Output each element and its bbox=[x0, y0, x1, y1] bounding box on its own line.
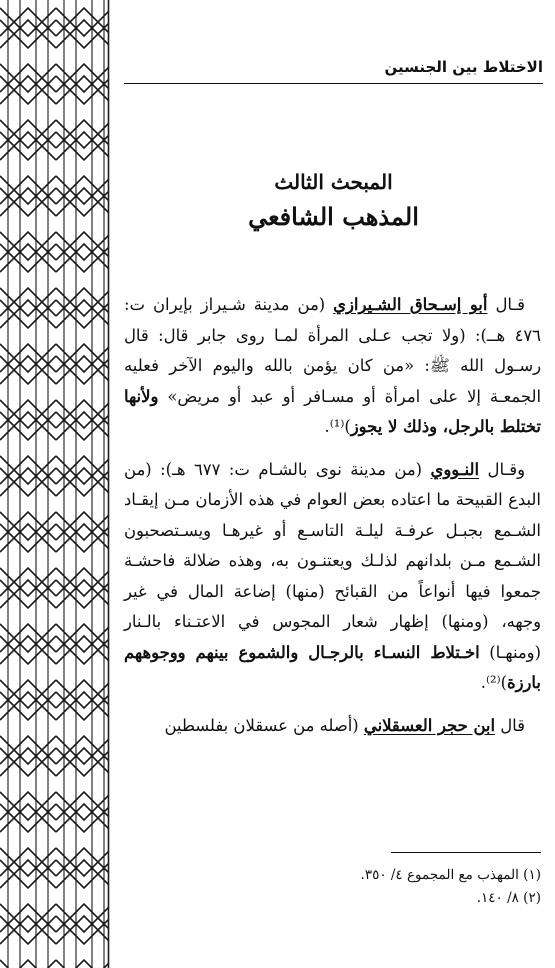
text-run: قـال bbox=[487, 295, 525, 314]
section-title: المبحث الثالث bbox=[274, 170, 393, 194]
paragraph-ibn-hajar bbox=[124, 711, 541, 742]
paragraph-nawawi bbox=[124, 455, 541, 699]
author-name: ابن حجر العسقلاني bbox=[363, 715, 496, 735]
footnote: (١) المهذب مع المجموع ٤/ ٣٥٠. bbox=[360, 867, 541, 883]
emphasis-text: ولأنها تختلط بالرجل، وذلك لا يجوز bbox=[124, 386, 541, 436]
emphasis-text: اخـتلاط النسـاء بالرجـال والشموع بينهم ووجوههم بارزة bbox=[124, 642, 541, 692]
text-run: قال bbox=[495, 715, 525, 735]
header-rule bbox=[124, 83, 543, 84]
paragraph-shirazi bbox=[124, 290, 541, 443]
page bbox=[112, 0, 555, 968]
running-header: الاختلاط بين الجنسين bbox=[384, 58, 543, 76]
section-subtitle: المذهب الشافعي bbox=[248, 202, 419, 231]
text-run: (أصله من عسقلان بفلسطين bbox=[164, 715, 364, 735]
text-run: )⁽¹⁾. bbox=[324, 417, 351, 436]
author-name: النـووي bbox=[430, 459, 480, 479]
section-titles bbox=[112, 170, 555, 231]
text-run: وقـال bbox=[479, 459, 525, 479]
footnotes bbox=[124, 864, 541, 910]
decorative-knot-border bbox=[0, 0, 112, 968]
footnote: (٢) ٨/ ١٤٠. bbox=[476, 890, 541, 906]
author-name: أبو إسـحاق الشـيرازي bbox=[333, 295, 488, 314]
text-run: (من مدينة نوى بالشـام ت: ٦٧٧ هـ): (من البدع القبيحة ما اعتاده بعض العوام في هذه الأزمان مـن إيقـاد الشـمع بجبـل عرفـة ليلـة التاسـع أو غيرهـا ويسـتصحبون الشـمع مـن بلدانهم لذلـك ويعتنـون به، وهذه ضلالة فاحشـة جمعوا فيها أنواعاً من القبائح (منها) إضاعة المال في غير وجهه، (ومنها) إظهار شعار المجوس في الاعتـناء بالـنار (ومنهـا) bbox=[124, 459, 541, 662]
footnote-rule bbox=[391, 852, 541, 853]
text-run: (من مدينة شـيراز بإيران ت: ٤٧٦ هــ): (ولا تجب عـلى المرأة لمـا روى جابر قال: قال رسـول الله ﷺ: «من كان يؤمن بالله واليوم الآخر فعليه الجمعـة إلا على امرأة أو مسـافر أو عبد أو مريض» bbox=[124, 295, 541, 406]
text-run: )⁽²⁾. bbox=[480, 673, 508, 692]
body-text bbox=[124, 290, 541, 753]
